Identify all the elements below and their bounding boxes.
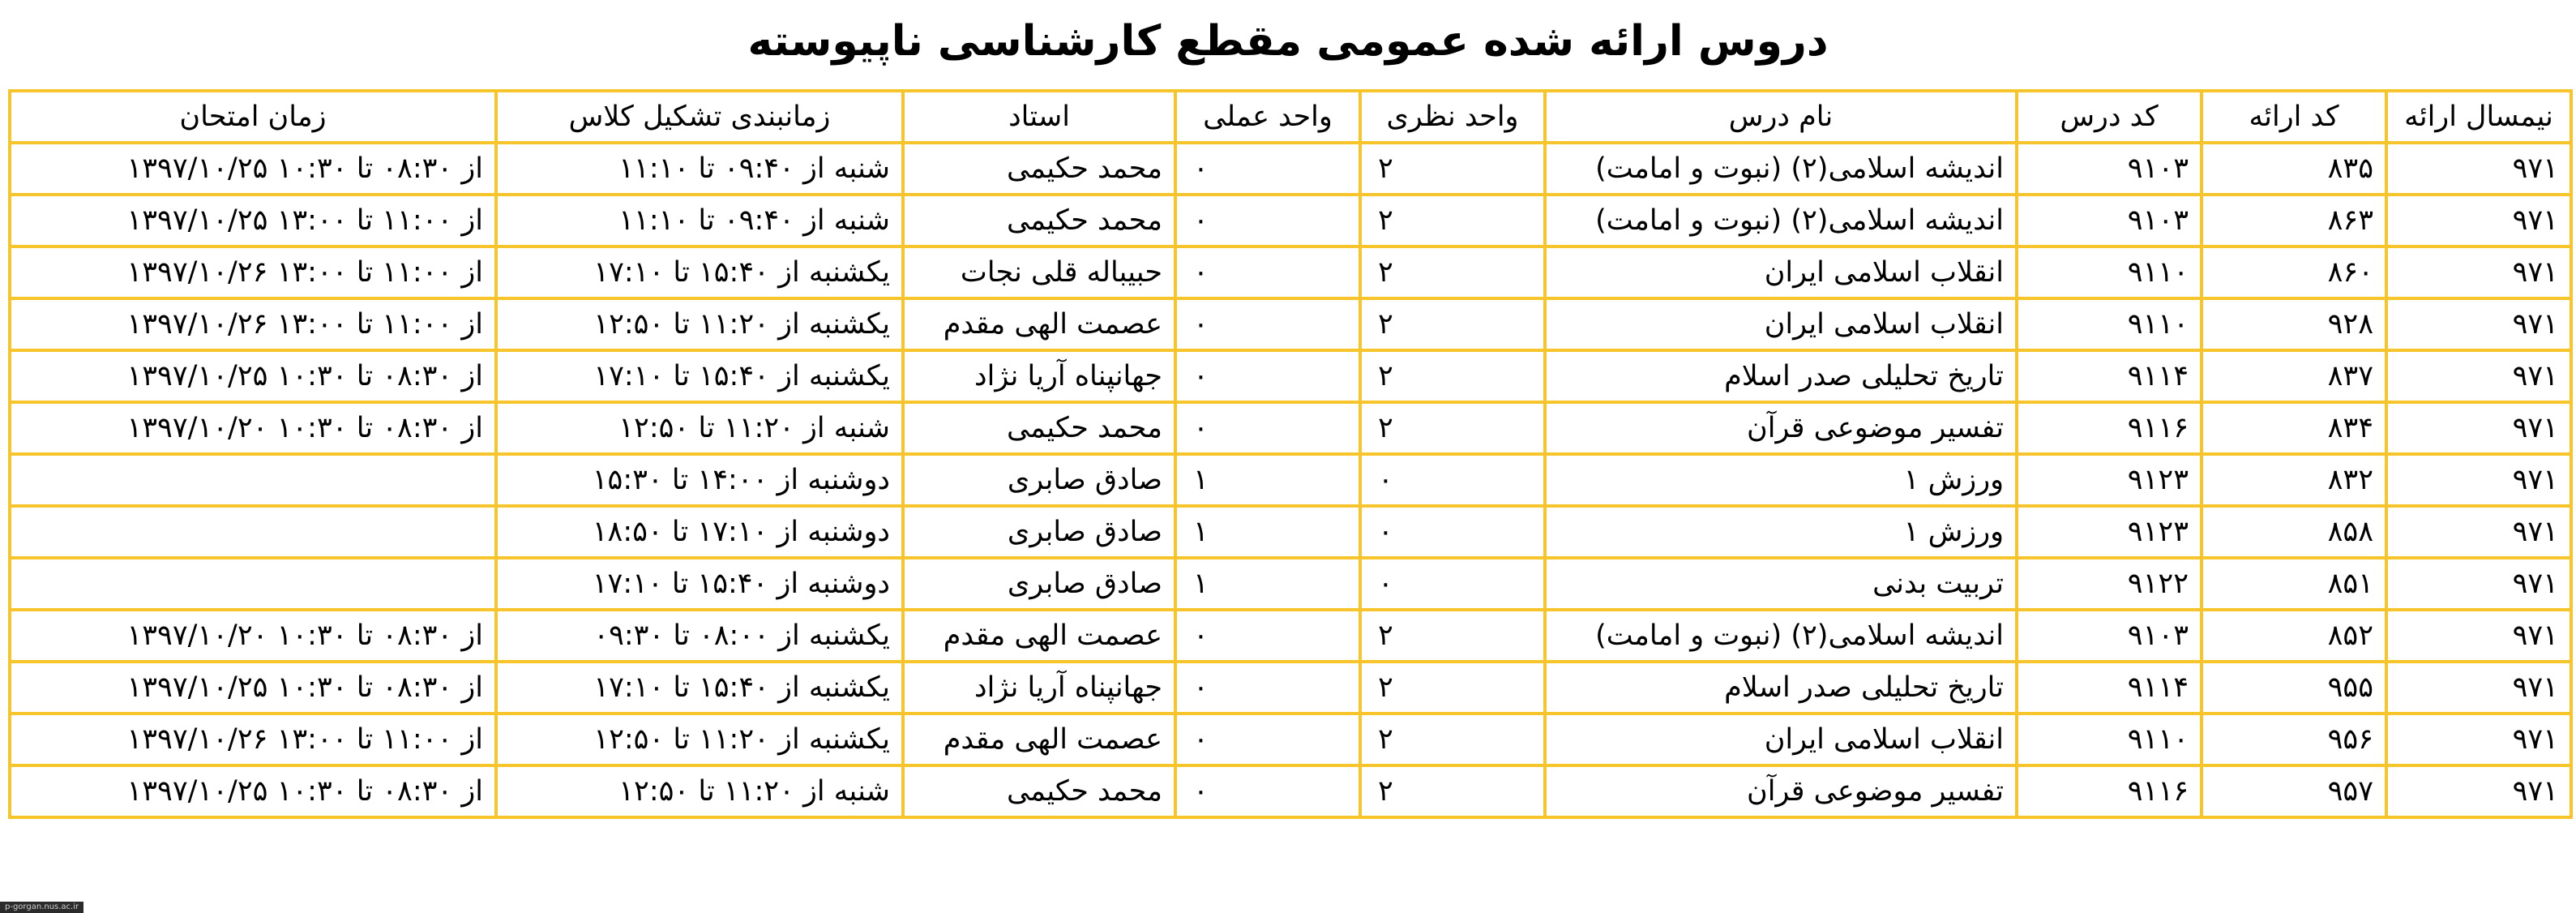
cell-exam-time: از ۱۱:۰۰ تا ۱۳:۰۰ ۱۳۹۷/۱۰/۲۵ bbox=[10, 195, 496, 246]
cell-class-schedule: یکشنبه از ۱۵:۴۰ تا ۱۷:۱۰ bbox=[496, 350, 903, 402]
cell-course-code: ۹۱۱۰ bbox=[2017, 714, 2202, 765]
cell-exam-time bbox=[10, 454, 496, 506]
cell-semester: ۹۷۱ bbox=[2386, 714, 2571, 765]
table-row bbox=[10, 143, 2571, 195]
cell-instructor: عصمت الهی مقدم bbox=[903, 610, 1175, 662]
cell-instructor: جهانپناه آریا نژاد bbox=[903, 350, 1175, 402]
cell-offering-code: ۸۵۱ bbox=[2202, 558, 2386, 610]
table-row bbox=[10, 195, 2571, 246]
cell-instructor: محمد حکیمی bbox=[903, 765, 1175, 817]
cell-class-schedule: دوشنبه از ۱۷:۱۰ تا ۱۸:۵۰ bbox=[496, 506, 903, 558]
cell-exam-time: از ۰۸:۳۰ تا ۱۰:۳۰ ۱۳۹۷/۱۰/۲۰ bbox=[10, 610, 496, 662]
header-semester: نیمسال ارائه bbox=[2386, 91, 2571, 143]
cell-exam-time: از ۰۸:۳۰ تا ۱۰:۳۰ ۱۳۹۷/۱۰/۲۵ bbox=[10, 143, 496, 195]
cell-theory-units: ۲ bbox=[1360, 714, 1545, 765]
cell-course-name: انقلاب اسلامی ایران bbox=[1545, 298, 2017, 350]
cell-course-code: ۹۱۲۲ bbox=[2017, 558, 2202, 610]
cell-practical-units: ۰ bbox=[1175, 298, 1360, 350]
header-practical-units: واحد عملی bbox=[1175, 91, 1360, 143]
cell-practical-units: ۱ bbox=[1175, 506, 1360, 558]
cell-class-schedule: دوشنبه از ۱۵:۴۰ تا ۱۷:۱۰ bbox=[496, 558, 903, 610]
cell-class-schedule: دوشنبه از ۱۴:۰۰ تا ۱۵:۳۰ bbox=[496, 454, 903, 506]
table-row bbox=[10, 662, 2571, 714]
cell-instructor: محمد حکیمی bbox=[903, 195, 1175, 246]
table-row bbox=[10, 298, 2571, 350]
cell-semester: ۹۷۱ bbox=[2386, 402, 2571, 454]
cell-offering-code: ۸۳۷ bbox=[2202, 350, 2386, 402]
table-row bbox=[10, 558, 2571, 610]
cell-course-name: ورزش ۱ bbox=[1545, 454, 2017, 506]
cell-theory-units: ۲ bbox=[1360, 610, 1545, 662]
cell-semester: ۹۷۱ bbox=[2386, 246, 2571, 298]
header-class-schedule: زمانبندی تشکیل کلاس bbox=[496, 91, 903, 143]
cell-offering-code: ۸۵۲ bbox=[2202, 610, 2386, 662]
header-theory-units: واحد نظری bbox=[1360, 91, 1545, 143]
cell-exam-time: از ۱۱:۰۰ تا ۱۳:۰۰ ۱۳۹۷/۱۰/۲۶ bbox=[10, 246, 496, 298]
cell-instructor: محمد حکیمی bbox=[903, 402, 1175, 454]
cell-exam-time: از ۰۸:۳۰ تا ۱۰:۳۰ ۱۳۹۷/۱۰/۲۵ bbox=[10, 662, 496, 714]
cell-instructor: صادق صابری bbox=[903, 454, 1175, 506]
cell-practical-units: ۰ bbox=[1175, 195, 1360, 246]
header-offering-code: کد ارائه bbox=[2202, 91, 2386, 143]
cell-course-name: ورزش ۱ bbox=[1545, 506, 2017, 558]
table-row bbox=[10, 714, 2571, 765]
cell-theory-units: ۲ bbox=[1360, 662, 1545, 714]
cell-offering-code: ۸۳۲ bbox=[2202, 454, 2386, 506]
cell-semester: ۹۷۱ bbox=[2386, 195, 2571, 246]
cell-class-schedule: شنبه از ۰۹:۴۰ تا ۱۱:۱۰ bbox=[496, 195, 903, 246]
table-row bbox=[10, 765, 2571, 817]
cell-offering-code: ۸۳۴ bbox=[2202, 402, 2386, 454]
course-offerings-table bbox=[8, 89, 2573, 819]
cell-course-name: تربیت بدنی bbox=[1545, 558, 2017, 610]
cell-instructor: حبیباله قلی نجات bbox=[903, 246, 1175, 298]
table-row bbox=[10, 246, 2571, 298]
cell-semester: ۹۷۱ bbox=[2386, 506, 2571, 558]
cell-instructor: صادق صابری bbox=[903, 558, 1175, 610]
cell-exam-time: از ۱۱:۰۰ تا ۱۳:۰۰ ۱۳۹۷/۱۰/۲۶ bbox=[10, 714, 496, 765]
cell-offering-code: ۸۶۰ bbox=[2202, 246, 2386, 298]
cell-exam-time bbox=[10, 558, 496, 610]
header-course-name: نام درس bbox=[1545, 91, 2017, 143]
cell-exam-time bbox=[10, 506, 496, 558]
cell-class-schedule: یکشنبه از ۱۵:۴۰ تا ۱۷:۱۰ bbox=[496, 246, 903, 298]
cell-instructor: عصمت الهی مقدم bbox=[903, 714, 1175, 765]
cell-offering-code: ۸۶۳ bbox=[2202, 195, 2386, 246]
cell-course-code: ۹۱۱۰ bbox=[2017, 246, 2202, 298]
cell-class-schedule: شنبه از ۱۱:۲۰ تا ۱۲:۵۰ bbox=[496, 402, 903, 454]
cell-theory-units: ۲ bbox=[1360, 195, 1545, 246]
cell-practical-units: ۰ bbox=[1175, 765, 1360, 817]
cell-course-code: ۹۱۱۶ bbox=[2017, 765, 2202, 817]
site-watermark: p-gorgan.nus.ac.ir bbox=[0, 902, 83, 913]
cell-offering-code: ۹۵۷ bbox=[2202, 765, 2386, 817]
cell-semester: ۹۷۱ bbox=[2386, 350, 2571, 402]
cell-offering-code: ۸۳۵ bbox=[2202, 143, 2386, 195]
cell-theory-units: ۲ bbox=[1360, 765, 1545, 817]
cell-offering-code: ۹۲۸ bbox=[2202, 298, 2386, 350]
cell-course-name: اندیشه اسلامی(۲) (نبوت و امامت) bbox=[1545, 195, 2017, 246]
cell-theory-units: ۰ bbox=[1360, 558, 1545, 610]
cell-practical-units: ۰ bbox=[1175, 246, 1360, 298]
cell-course-name: تفسیر موضوعی قرآن bbox=[1545, 765, 2017, 817]
cell-course-code: ۹۱۰۳ bbox=[2017, 143, 2202, 195]
cell-offering-code: ۹۵۶ bbox=[2202, 714, 2386, 765]
cell-practical-units: ۰ bbox=[1175, 143, 1360, 195]
table-row bbox=[10, 506, 2571, 558]
cell-course-code: ۹۱۱۴ bbox=[2017, 662, 2202, 714]
cell-instructor: صادق صابری bbox=[903, 506, 1175, 558]
cell-course-code: ۹۱۲۳ bbox=[2017, 454, 2202, 506]
cell-theory-units: ۰ bbox=[1360, 506, 1545, 558]
cell-practical-units: ۱ bbox=[1175, 454, 1360, 506]
cell-class-schedule: یکشنبه از ۱۱:۲۰ تا ۱۲:۵۰ bbox=[496, 298, 903, 350]
cell-semester: ۹۷۱ bbox=[2386, 662, 2571, 714]
cell-course-name: انقلاب اسلامی ایران bbox=[1545, 246, 2017, 298]
cell-semester: ۹۷۱ bbox=[2386, 610, 2571, 662]
cell-practical-units: ۰ bbox=[1175, 714, 1360, 765]
cell-course-code: ۹۱۱۴ bbox=[2017, 350, 2202, 402]
cell-theory-units: ۲ bbox=[1360, 143, 1545, 195]
table-row bbox=[10, 402, 2571, 454]
cell-class-schedule: یکشنبه از ۰۸:۰۰ تا ۰۹:۳۰ bbox=[496, 610, 903, 662]
cell-offering-code: ۸۵۸ bbox=[2202, 506, 2386, 558]
cell-semester: ۹۷۱ bbox=[2386, 765, 2571, 817]
cell-theory-units: ۲ bbox=[1360, 402, 1545, 454]
table-header-row bbox=[10, 91, 2571, 143]
cell-offering-code: ۹۵۵ bbox=[2202, 662, 2386, 714]
cell-practical-units: ۰ bbox=[1175, 350, 1360, 402]
cell-class-schedule: شنبه از ۰۹:۴۰ تا ۱۱:۱۰ bbox=[496, 143, 903, 195]
header-instructor: استاد bbox=[903, 91, 1175, 143]
cell-exam-time: از ۰۸:۳۰ تا ۱۰:۳۰ ۱۳۹۷/۱۰/۲۰ bbox=[10, 402, 496, 454]
cell-class-schedule: یکشنبه از ۱۱:۲۰ تا ۱۲:۵۰ bbox=[496, 714, 903, 765]
cell-practical-units: ۰ bbox=[1175, 402, 1360, 454]
cell-class-schedule: شنبه از ۱۱:۲۰ تا ۱۲:۵۰ bbox=[496, 765, 903, 817]
cell-course-name: اندیشه اسلامی(۲) (نبوت و امامت) bbox=[1545, 610, 2017, 662]
table-row bbox=[10, 454, 2571, 506]
cell-theory-units: ۲ bbox=[1360, 298, 1545, 350]
cell-course-name: تفسیر موضوعی قرآن bbox=[1545, 402, 2017, 454]
cell-course-code: ۹۱۲۳ bbox=[2017, 506, 2202, 558]
cell-course-code: ۹۱۰۳ bbox=[2017, 610, 2202, 662]
cell-practical-units: ۱ bbox=[1175, 558, 1360, 610]
cell-course-name: اندیشه اسلامی(۲) (نبوت و امامت) bbox=[1545, 143, 2017, 195]
cell-semester: ۹۷۱ bbox=[2386, 143, 2571, 195]
cell-class-schedule: یکشنبه از ۱۵:۴۰ تا ۱۷:۱۰ bbox=[496, 662, 903, 714]
cell-course-name: تاریخ تحلیلی صدر اسلام bbox=[1545, 662, 2017, 714]
cell-instructor: عصمت الهی مقدم bbox=[903, 298, 1175, 350]
cell-semester: ۹۷۱ bbox=[2386, 298, 2571, 350]
cell-practical-units: ۰ bbox=[1175, 610, 1360, 662]
table-row bbox=[10, 350, 2571, 402]
cell-instructor: محمد حکیمی bbox=[903, 143, 1175, 195]
cell-semester: ۹۷۱ bbox=[2386, 454, 2571, 506]
cell-course-code: ۹۱۱۶ bbox=[2017, 402, 2202, 454]
cell-theory-units: ۰ bbox=[1360, 454, 1545, 506]
cell-course-name: تاریخ تحلیلی صدر اسلام bbox=[1545, 350, 2017, 402]
cell-course-code: ۹۱۱۰ bbox=[2017, 298, 2202, 350]
header-exam-time: زمان امتحان bbox=[10, 91, 496, 143]
cell-instructor: جهانپناه آریا نژاد bbox=[903, 662, 1175, 714]
cell-theory-units: ۲ bbox=[1360, 246, 1545, 298]
cell-theory-units: ۲ bbox=[1360, 350, 1545, 402]
cell-semester: ۹۷۱ bbox=[2386, 558, 2571, 610]
header-course-code: کد درس bbox=[2017, 91, 2202, 143]
cell-exam-time: از ۰۸:۳۰ تا ۱۰:۳۰ ۱۳۹۷/۱۰/۲۵ bbox=[10, 765, 496, 817]
cell-course-name: انقلاب اسلامی ایران bbox=[1545, 714, 2017, 765]
cell-exam-time: از ۰۸:۳۰ تا ۱۰:۳۰ ۱۳۹۷/۱۰/۲۵ bbox=[10, 350, 496, 402]
table-row bbox=[10, 610, 2571, 662]
cell-exam-time: از ۱۱:۰۰ تا ۱۳:۰۰ ۱۳۹۷/۱۰/۲۶ bbox=[10, 298, 496, 350]
cell-practical-units: ۰ bbox=[1175, 662, 1360, 714]
page-title: دروس ارائه شده عمومی مقطع کارشناسی ناپیوسته bbox=[747, 17, 1829, 66]
cell-course-code: ۹۱۰۳ bbox=[2017, 195, 2202, 246]
